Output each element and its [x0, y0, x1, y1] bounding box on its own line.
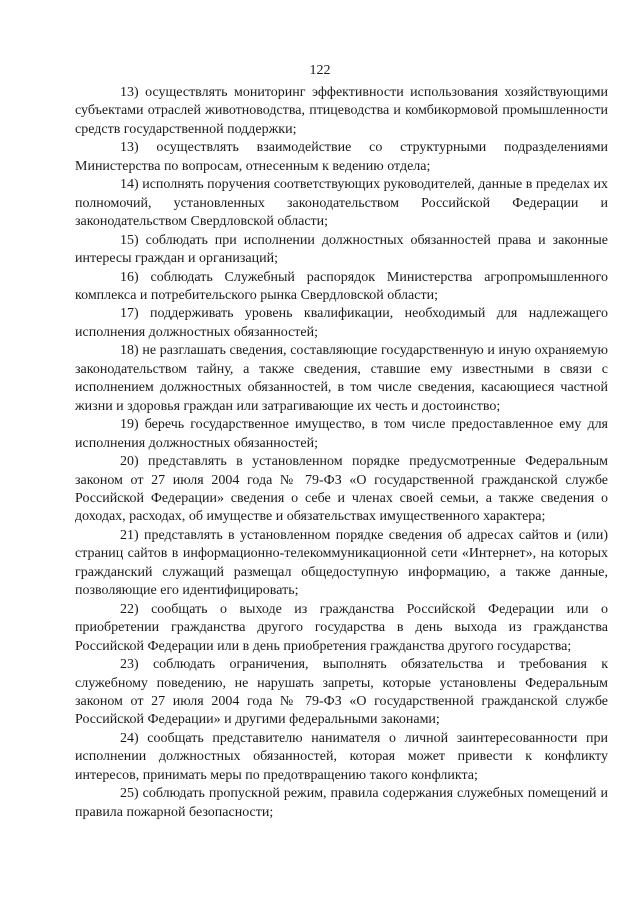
- paragraph-item-13-monitoring: 13) осуществлять мониторинг эффективности использования хозяйствующими субъектами отраслей животноводства, птицеводства и комбикормовой промышленности средств государственной поддержки;: [75, 85, 608, 137]
- paragraph-item-17: 17) поддерживать уровень квалификации, необходимый для надлежащего исполнения должностных обязанностей;: [75, 306, 608, 340]
- paragraph-item-19: 19) беречь государственное имущество, в том числе предоставленное ему для исполнения должностных обязанностей;: [75, 417, 608, 451]
- page-number: 122: [309, 63, 331, 78]
- paragraph-item-18: 18) не разглашать сведения, составляющие государственную и иную охраняемую законодательством тайну, а также сведения, ставшие ему известными в связи с исполнением должностных обязанностей, в том числе сведения, касающиеся частной жизни и здоровья граждан или затрагивающие их честь и достоинство;: [75, 343, 608, 414]
- paragraph-item-16: 16) соблюдать Служебный распорядок Министерства агропромышленного комплекса и потребительского рынка Свердловской области;: [75, 269, 608, 303]
- paragraph-item-20: 20) представлять в установленном порядке предусмотренные Федеральным законом от 27 июля 2004 года № 79-ФЗ «О государственной гражданской службе Российской Федерации» сведения о себе и членах своей семьи, а также сведения о доходах, расходах, об имуществе и обязательствах имущественного характера;: [75, 454, 608, 525]
- paragraph-item-21: 21) представлять в установленном порядке сведения об адресах сайтов и (или) страниц сайтов в информационно-телекоммуникационной сети «Интернет», на которых гражданский служащий размещал общедоступную информацию, а также данные, позволяющие его идентифицировать;: [75, 527, 608, 599]
- paragraph-item-24: 24) сообщать представителю нанимателя о личной заинтересованности при исполнении должностных обязанностей, которая может привести к конфликту интересов, принимать меры по предотвращению такого конфликта;: [75, 730, 608, 783]
- paragraph-item-15: 15) соблюдать при исполнении должностных обязанностей права и законные интересы граждан и организаций;: [75, 232, 608, 267]
- paragraph-item-22: 22) сообщать о выходе из гражданства Российской Федерации или о приобретении гражданства другого государства в день выхода из гражданства Российской Федерации или в день приобретения гражданства другого государства;: [75, 601, 608, 654]
- paragraph-item-23: 23) соблюдать ограничения, выполнять обязательства и требования к служебному поведению, не нарушать запреты, которые установлены Федеральным законом от 27 июля 2004 года № 79-ФЗ «О государственной гражданской службе Российской Федерации» и другими федеральными законами;: [75, 657, 608, 728]
- paragraph-item-13-interaction: 13) осуществлять взаимодействие со структурными подразделениями Министерства по вопросам, отнесенным к ведению отдела;: [75, 140, 608, 174]
- paragraph-item-14: 14) исполнять поручения соответствующих руководителей, данные в пределах их полномочий, установленных законодательством Российской Федерации и законодательством Свердловской области;: [75, 177, 608, 230]
- document-body: [75, 84, 608, 822]
- paragraph-item-25: 25) соблюдать пропускной режим, правила содержания служебных помещений и правила пожарной безопасности;: [75, 786, 608, 820]
